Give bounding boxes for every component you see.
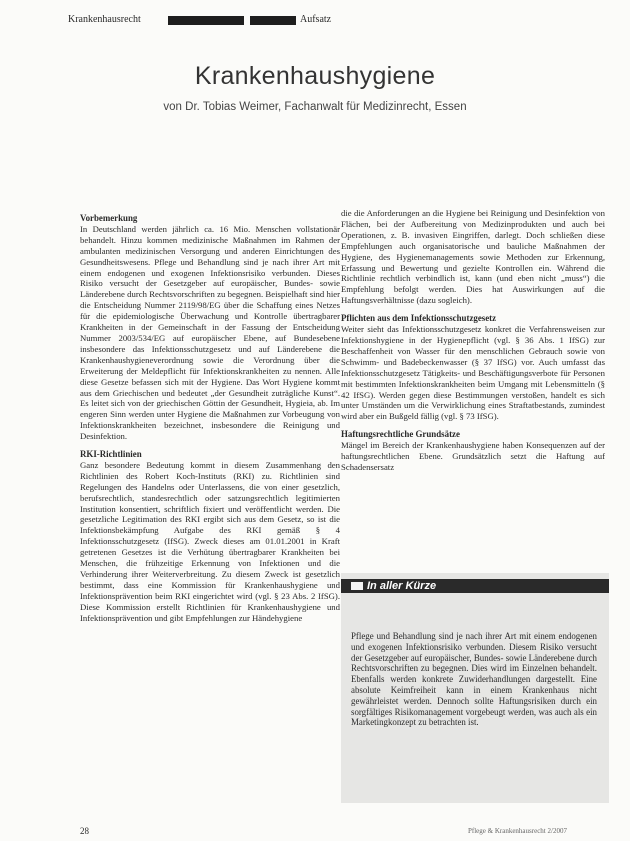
article-byline: von Dr. Tobias Weimer, Fachanwalt für Medizinrecht, Essen (163, 101, 467, 113)
running-header (68, 14, 566, 28)
left-column (80, 213, 340, 631)
summary-box-title: In aller Kürze (367, 580, 437, 592)
paragraph-continued: die die Anforderungen an die Hygiene bei Reinigung und Desinfektion von Flächen, bei der Aufbereitung von Medizinprodukten und auch bei Operationen, z. B. invasiven Eingriffen, darlegt. Doch schließen diese Empfehlungen auch organisatorische und bauliche Maßnahmen der Hygiene, des Hygienemanagements sowie Methoden zur Erkennung, Erfassung und Bewertung und gezielte Kontrollen ein. Während die Richtlinie rechtlich verbindlich ist, kann (und eben nicht „muss“) die Empfehlung befolgt werden. Dies hat Auswirkungen auf die Haftungsverhältnisse (dazu sogleich). (341, 208, 605, 306)
paragraph-rki: Ganz besondere Bedeutung kommt in diesem Zusammenhang den Richtlinien des Robert Koch-Instituts (RKI) zu. Richtlinien sind Regelungen des Handelns oder Unterlassens, die von einer gesetzlich, berufsrechtlich, standesrechtlich oder satzungsrechtlich legitimierten Institution konsentiert, schriftlich fixiert und veröffentlicht werden. Die gesetzliche Legitimation des RKI ergibt sich aus dem Gesetz, so ist die Infektionsbekämpfung Aufgabe des RKI gemäß § 4 Infektionsschutzgesetz (IfSG). Zweck dieses am 01.01.2001 in Kraft getretenen Gesetzes ist die Verhütung übertragbarer Krankheiten bei Menschen, die frühzeitige Erkennung von Infektionen und die Verhinderung ihrer Weiterverbreitung. Zu diesem Zweck ist gesetzlich bestimmt, dass eine Kommission für Krankenhaushygiene und Infektionsprävention beim RKI eingerichtet wird (vgl. § 23 Abs. 2 IfSG). Diese Kommission erstellt Richtlinien für Krankenhaushygiene und Infektionsprävention und gibt Empfehlungen zur Händehygiene (80, 459, 340, 623)
header-bar-right (250, 16, 296, 25)
section-heading-haftung: Haftungsrechtliche Grundsätze (341, 429, 460, 440)
article-title: Krankenhaushygiene (194, 62, 436, 90)
summary-box (341, 573, 609, 803)
journal-footer: Pflege & Krankenhausrecht 2/2007 (468, 827, 567, 835)
box-marker-icon (351, 582, 363, 590)
header-bar-left (168, 16, 244, 25)
summary-box-header (341, 579, 609, 593)
section-heading-intro: Vorbemerkung (80, 213, 138, 223)
page-number: 28 (80, 826, 89, 836)
section-label-right: Aufsatz (300, 14, 332, 25)
paragraph-pflichten: Weiter sieht das Infektionsschutzgesetz konkret die Verfahrensweisen zur Infektionshygiene in der Hygienepflicht (vgl. § 36 Abs. 1 IfSG) zur Beschaffenheit von Wasser für den menschlichen Gebrauch sowie von Schwimm- und Badebeckenwasser (§ 37 IfSG) vor. Auch umfasst das Infektionsschutzgesetz Tätigkeits- und Beschäftigungsverbote für Personen mit bestimmten Infektionskrankheiten beim Umgang mit Lebensmitteln (§ 42 IfSG). Werden gegen diese Bestimmungen verstoßen, handelt es sich unter Umständen um die Verwirklichung eines Straftatbestands, zumindest wird aber ein Bußgeld fällig (vgl. § 73 IfSG). (341, 324, 605, 422)
section-heading-pflichten: Pflichten aus dem Infektionsschutzgesetz (341, 313, 497, 324)
right-column (341, 208, 605, 480)
section-label-left: Krankenhausrecht (68, 14, 141, 25)
paragraph-intro: In Deutschland werden jährlich ca. 16 Mio. Menschen vollstationär behandelt. Hinzu kommen medizinische Maßnahmen im Rahmen der ambulanten medizinischen Versorgung und anderen Einrichtungen des Gesundheitswesens. Pflege und Behandlung sind je nach ihrer Art mit einem endogenen und exogenen Infektionsrisiko verbunden. Dieses Risiko versucht der Gesetzgeber auf europäischer, Bundes- sowie Länderebene durch Rechtsvorschriften zu begegnen. Beispielhaft sind hier die Entscheidung Nummer 2119/98/EG über die Schaffung eines Netzes für die epidemiologische Überwachung und Kontrolle übertragbarer Krankheiten in der Gemeinschaft in der Fassung der Entscheidung Nummer 2003/534/EG auf europäischer Ebene, auf Bundesebene insbesondere das Infektionsschutzgesetz und auf Länderebene die Krankenhaushygieneverordnung sowie die Verordnung über die Erweiterung der Meldepflicht für Infektionskrankheiten zu nennen. Alle diese Gesetze befassen sich mit der Hygiene. Das Wort Hygiene kommt aus dem Griechischen und bedeutet „der Gesundheit zuträgliche Kunst“. Es leitet sich von der griechischen Göttin der Gesundheit, Hygieia, ab. Im engeren Sinn werden unter Hygiene die Maßnahmen zur Vorbeugung von Infektionskrankheiten bezeichnet, insbesondere die Reinigung und Desinfektion. (80, 223, 340, 442)
summary-box-text: Pflege und Behandlung sind je nach ihrer Art mit einem endogenen und exogenen Infektionsrisiko verbunden. Diesem Risiko versucht der Gesetzgeber auf europäischer, Bundes- sowie Länderebene durch Rechtsvorschriften zu begegnen. Dies wird im Einzelnen behandelt. Ebenfalls werden konkrete Zuwiderhandlungen dargestellt. Eine absolute Keimfreiheit kann in einem Krankenhaus nicht gewährleistet werden. Dennoch sollte Haftungsrisiken durch ein sorgfältiges Risikomanagement vorgebeugt werden, was auch als ein Marketingkonzept zu betrachten ist. (351, 631, 597, 728)
section-heading-rki: RKI-Richtlinien (80, 449, 142, 460)
paragraph-haftung: Mängel im Bereich der Krankenhaushygiene haben Konsequenzen auf der haftungsrechtlichen Ebene. Grundsätzlich setzt die Haftung auf Schadensersatz (341, 440, 605, 472)
